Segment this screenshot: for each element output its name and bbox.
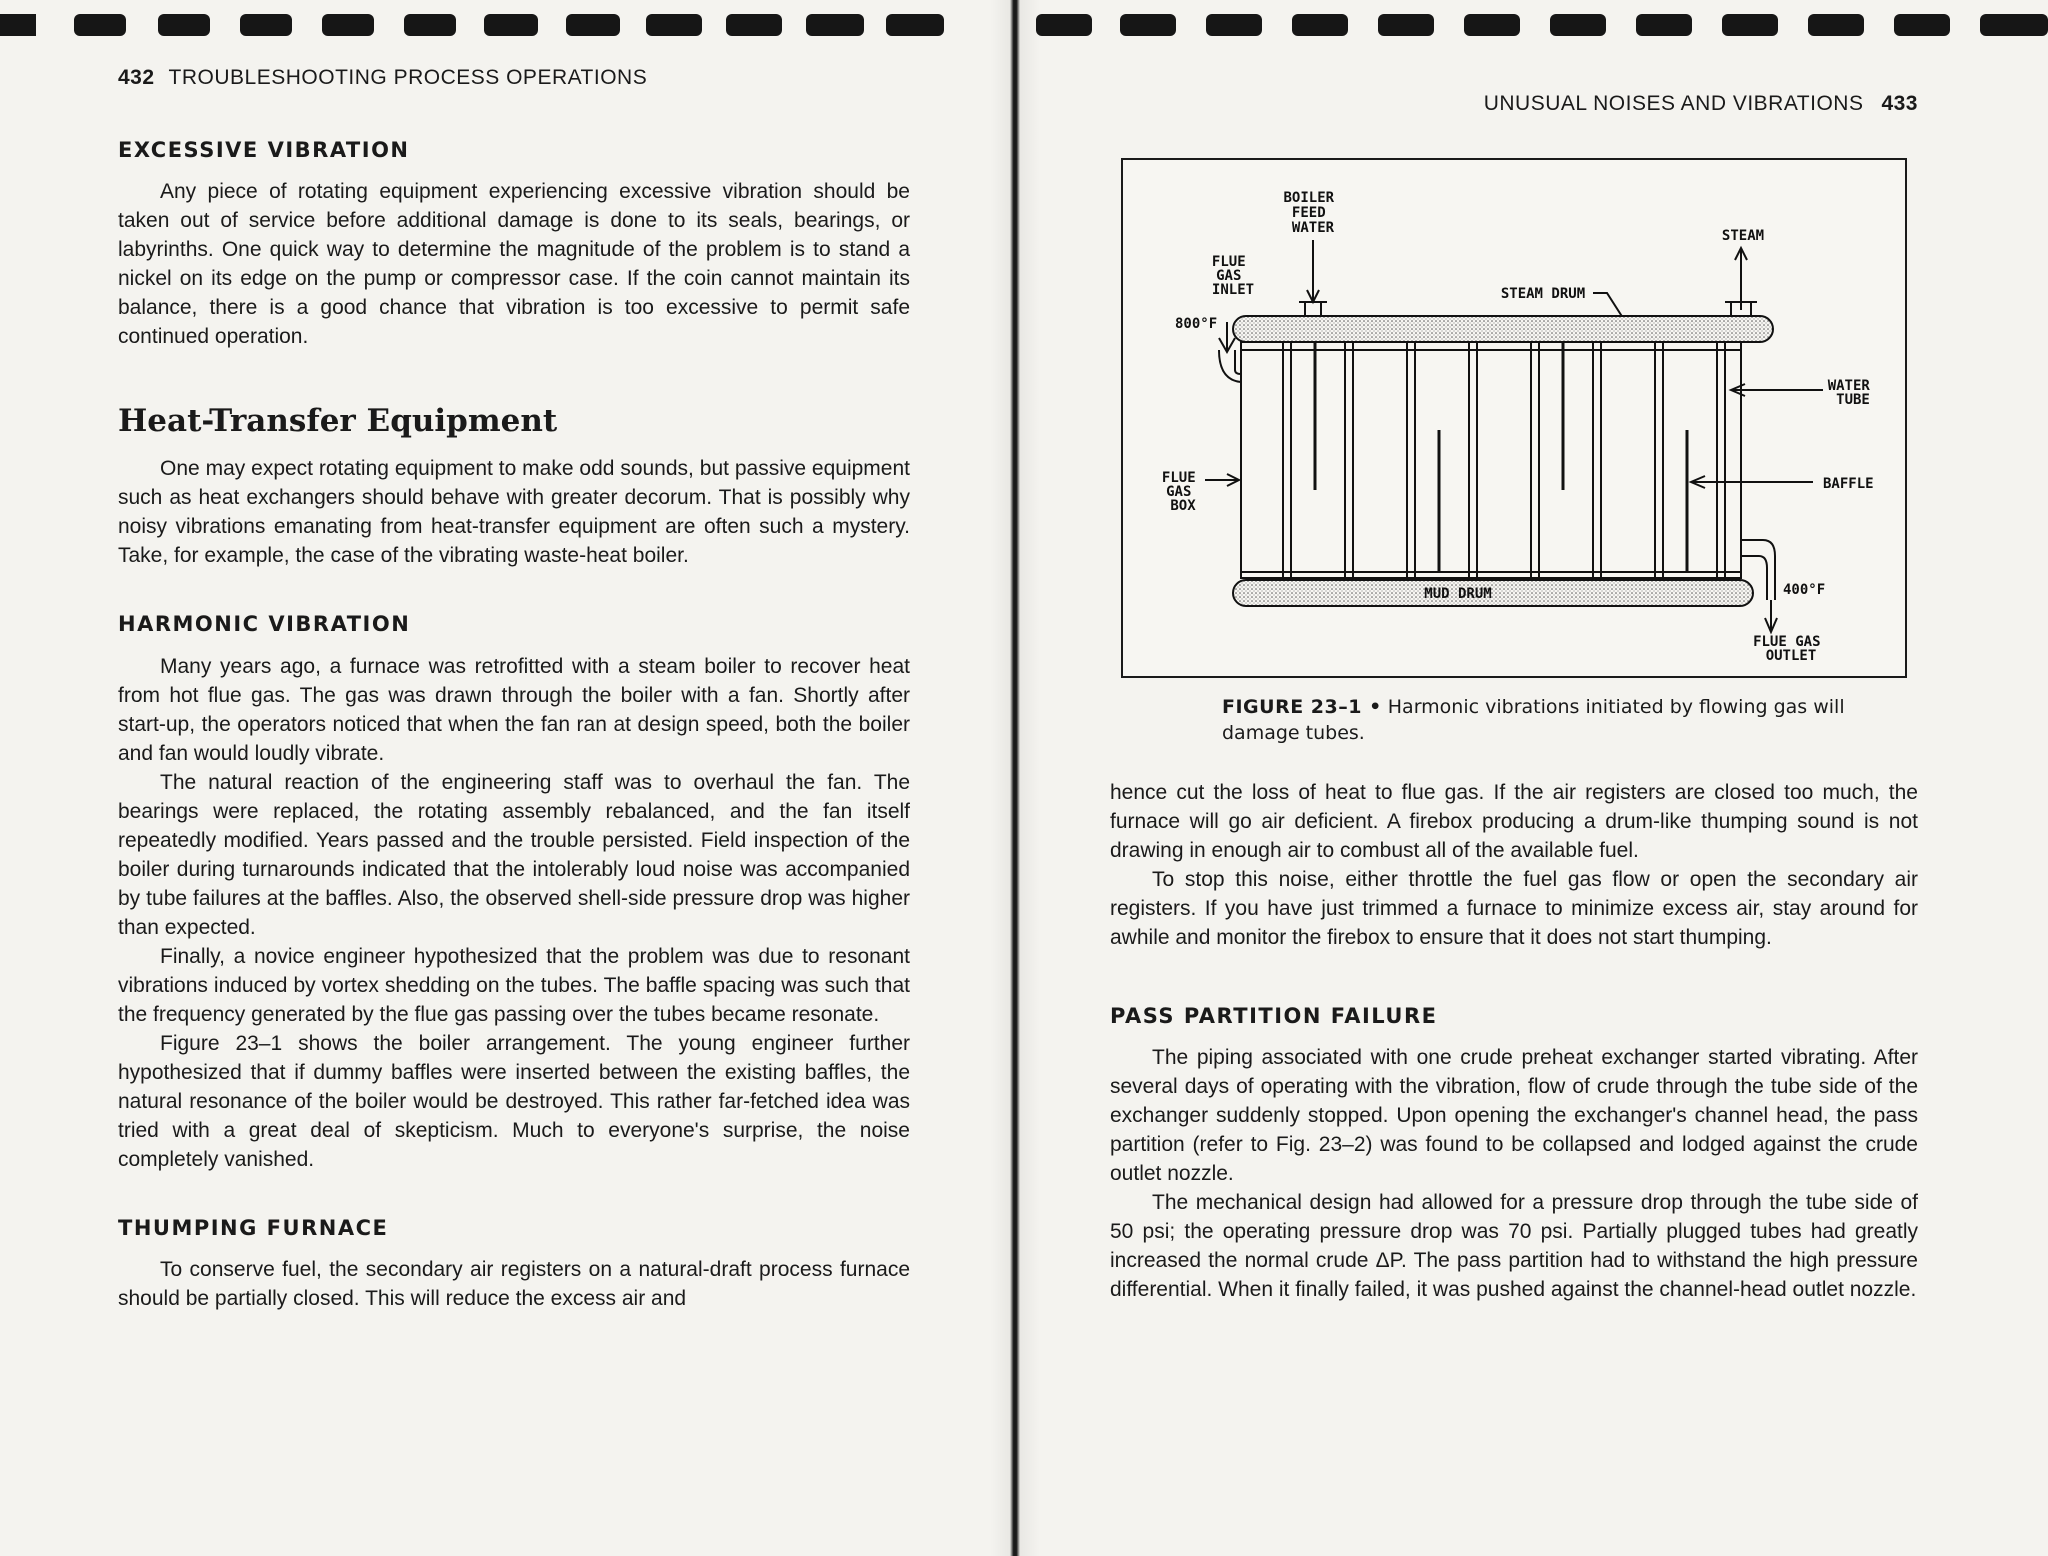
page-number-left: 432 [118,66,155,89]
paragraph: Figure 23–1 shows the boiler arrangement. The young engineer further hypothesized that if dummy baffles were inserted between the existing baffles, the natural resonance of the boiler would be destroyed. This rather far-fetched idea was tried with a great deal of skepticism. Much to everyone's surprise, the noise completely vanished. [118,1031,910,1171]
paragraph: One may expect rotating equipment to make odd sounds, but passive equipment such as heat exchangers should behave with greater decorum. That is possibly why noisy vibrations emanating from heat-transfer equipment are often such a mystery. Take, for example, the case of the vibrating waste-heat boiler. [118,457,910,568]
figure-23-1 [1121,158,1907,678]
paragraph: Any piece of rotating equipment experiencing excessive vibration should be taken out of service before additional damage is done to its seals, bearings, or labyrinths. One quick way to determine the magnitude of the problem is to stand a nickel on its edge on the pump or compressor case. If the coin cannot maintain its balance, there is a good chance that vibration is too excessive to permit safe continued operation. [118,180,910,349]
label-inlet-temperature: 800°F [1175,316,1218,332]
label-outlet-temperature: 400°F [1783,582,1826,598]
figure-caption-number: FIGURE 23–1 • [1222,696,1382,718]
steam-drum-leader [1593,293,1623,318]
label-steam: STEAM [1721,228,1765,244]
boiler-diagram [1123,160,1909,680]
right-page [1110,0,1918,1556]
baffle-leader [1691,476,1813,488]
paragraph: The piping associated with one crude preheat exchanger started vibrating. After several days of operating with the vibration, flow of crude through the tube side of the exchanger suddenly stopped. Upon opening the exchanger's channel head, the pass partition (refer to Fig. 23–2) was found to be collapsed and lodged against the crude outlet nozzle. [1110,1046,1918,1186]
running-head-left-text: TROUBLESHOOTING PROCESS OPERATIONS [168,66,648,89]
figure-caption-text: Harmonic vibrations initiated by flowing gas will damage tubes. [1222,696,1845,744]
water-tube-leader [1731,384,1823,396]
paragraph: To conserve fuel, the secondary air registers on a natural-draft process furnace should be partially closed. This will reduce the excess air and [118,1257,910,1310]
paragraph: Finally, a novice engineer hypothesized that the problem was due to resonant vibrations induced by vortex shedding on the tubes. The baffle spacing was such that the frequency generated by the flue gas passing over the tubes became resonate. [118,944,910,1026]
heading-heat-transfer-equipment: Heat-Transfer Equipment [118,403,558,440]
book-spine [1010,0,1020,1556]
paragraph: hence cut the loss of heat to flue gas. If the air registers are closed too much, the furnace will go air deficient. A firebox producing a drum-like thumping sound is not drawing in enough air to combust all of the available fuel. [1110,781,1918,862]
label-water-tube: WATER TUBE [1827,378,1870,408]
paragraph: To stop this noise, either throttle the fuel gas flow or open the secondary air registers. If you have just trimmed a furnace to minimize excess air, stay around for awhile and monitor the firebox to ensure that it does not start thumping. [1110,868,1918,949]
figure-caption [1222,694,1862,746]
right-body [1110,778,1918,1304]
label-baffle: BAFFLE [1823,476,1874,492]
feed-water-inlet-pipe [1299,240,1327,320]
label-flue-gas-box: FLUE GAS BOX [1161,470,1196,514]
heading-harmonic-vibration: HARMONIC VIBRATION [118,612,411,637]
label-flue-gas-inlet: FLUE GAS INLET [1211,254,1255,298]
left-page [118,0,910,1556]
steam-outlet-pipe [1725,248,1757,322]
label-flue-gas-outlet: FLUE GAS OUTLET [1753,634,1821,664]
running-head-left [118,66,647,90]
left-body [118,138,910,1313]
running-head-right [1484,92,1918,116]
steam-drum [1233,316,1773,342]
label-mud-drum: MUD DRUM [1424,586,1492,602]
baffles [1315,342,1687,572]
heading-thumping-furnace: THUMPING FURNACE [118,1215,389,1240]
flue-gas-box-leader [1205,474,1239,486]
paragraph: The mechanical design had allowed for a pressure drop through the tube side of 50 psi; the operating pressure drop was 70 psi. Partially plugged tubes had greatly increased the normal crude ΔP. The pass partition had to withstand the high pressure differential. When it finally failed, it was pushed against the channel-head outlet nozzle. [1110,1191,1918,1302]
mud-drum [1233,580,1753,606]
heading-pass-partition-failure: PASS PARTITION FAILURE [1110,1004,1438,1028]
paragraph: The natural reaction of the engineering staff was to overhaul the fan. The bearings were replaced, the rotating assembly rebalanced, and the fan itself repeatedly modified. Years passed and the trouble persisted. Field inspection of the boiler during turnarounds indicated that the intolerably loud noise was accompanied by tube failures at the baffles. Also, the observed shell-side pressure drop was higher than expected. [118,770,910,939]
label-steam-drum: STEAM DRUM [1500,286,1586,302]
label-boiler-feed-water: BOILER FEED WATER [1283,190,1335,236]
running-head-right-text: UNUSUAL NOISES AND VIBRATIONS [1483,92,1864,115]
heading-excessive-vibration: EXCESSIVE VIBRATION [118,138,410,162]
paragraph: Many years ago, a furnace was retrofitted with a steam boiler to recover heat from hot flue gas. The gas was drawn through the boiler with a fan. Shortly after start-up, the operators noticed that when the fan ran at design speed, both the boiler and fan would loudly vibrate. [118,654,910,765]
page-number-right: 433 [1881,92,1918,115]
